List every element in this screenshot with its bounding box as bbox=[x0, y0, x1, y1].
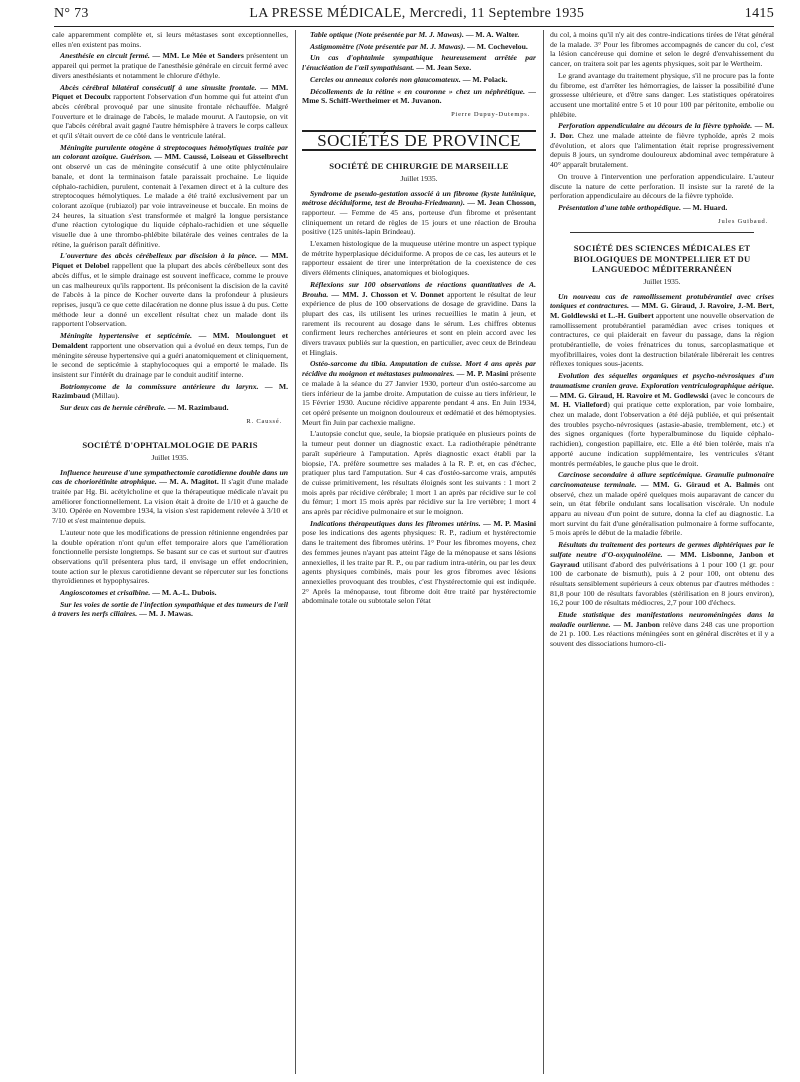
article-text: relève dans 248 cas une proportion de 21 p. 100. Les réactions méningées sont en général discrètes et il y a souvent des dissociations humoro-cli- bbox=[550, 619, 774, 649]
article-title: Présentation d'une table orthopédique. bbox=[558, 202, 682, 212]
article-title: Syndrome de pseudo-gestation associé à un fibrome (kyste lutéinique, métrose déciduiforme, test de Brouha-Friedmann). bbox=[302, 188, 536, 208]
authors: — MM. G. Giraud, H. Ravoire et M. Godlewski bbox=[550, 390, 709, 400]
article-title: Méningite purulente otogène à streptocoques hémolytiques traitée par un colorant azoïque. Guérison. bbox=[52, 142, 288, 162]
article-title: L'ouverture des abcès cérébelleux par discision à la pince. bbox=[60, 251, 257, 261]
article-text: apportent une nouvelle observation de ramollissement protubérantiel paramédian avec crises toniques et contractures, ce qui plaiderait en faveur du passage, dans la région protubérantielle, de voies frénatrices du tonus, sarcoplasmatique et myofibrillaires, voies dont la destruction bilatérale libérerait les centres réflexes toniques sous-jacents. bbox=[550, 310, 774, 369]
authors: — MM. Moulonguet et Demaldent bbox=[52, 331, 288, 350]
article-text: utilisant d'abord des pulvérisations à 1 pour 100 (1 gr. pour 100 de carbonate de bismuth), puis à 2 pour 100, ont obtenu des résultats sensiblement supérieurs à ceux obtenus par d'autres méthodes : 81,8 pour 100 de résultats favorables (stérilisation en 8 jours environ), 16,2 pour 100 de résultats médiocres, 2,7 pour 100 d'échecs. bbox=[550, 559, 774, 608]
authors: — M. Huard. bbox=[682, 202, 728, 212]
paragraph bbox=[52, 251, 288, 329]
paragraph: Le grand avantage du traitement physique, s'il ne procure pas la fonte du fibrome, est d'arrêter les hémorragies, de laisser la possibilité d'une grossesse ultérieure, et d'être sans danger. Les statistiques opératoires accusent une mortalité entre 5 et 10 pour 100 par péritonite, embolie ou phlébite. bbox=[550, 70, 774, 119]
article-text: rappellent que la plupart des abcès cérébelleux sont des abcès diffus, et le simple drainage est souvent inefficace, comme le prouve un cas malheureux qu'ils rapportent. Ils préconisent la discision de la cavité de l'abcès à la pince de Kocher ouverte dans la profondeur à plusieurs reprises, jusqu'à ce que cette dilacération ne donne plus issue à du pus. Cette méthode leur a donné un excellent résultat chez un malade dont ils rapportent l'observation. bbox=[52, 261, 288, 329]
authors: — M. Janbon bbox=[613, 619, 660, 629]
paragraph bbox=[550, 203, 774, 213]
paragraph bbox=[302, 519, 536, 606]
journal-title: LA PRESSE MÉDICALE, Mercredi, 11 Septembre 1935 bbox=[249, 6, 585, 21]
article-title: Sur les voies de sortie de l'infection sympathique et des tumeurs de l'œil à travers les nerfs ciliaires. bbox=[52, 599, 288, 619]
paragraph bbox=[302, 53, 536, 72]
article-text: Chez une malade atteinte de fièvre typhoïde, après 2 mois d'évolution, et alors que l'alimentation était reprise progressivement depuis 8 jours, un syndrome douloureux abdominal avec température à 40° apparaît brutalement. bbox=[550, 131, 774, 170]
authors: — M. Razimbaud. bbox=[167, 403, 229, 413]
authors: — MM. Piquet et Decoulx bbox=[52, 82, 288, 102]
article-text: (Millau). bbox=[91, 391, 120, 401]
article-text: rapporteur. — Femme de 45 ans, porteuse d'un fibrome et présentant cliniquement un retard de règles de 15 jours et une réaction de Brouha positive (125 unités-lapin Brindeau). bbox=[302, 207, 536, 237]
article-title: Sur deux cas de hernie cérébrale. bbox=[60, 403, 166, 413]
paragraph: L'auteur note que les modifications de pression rétinienne engendrées par la double opération n'ont qu'un effet temporaire alors que l'amélioration fonctionnelle persiste longtemps. Se basant sur ce cas et surtout sur d'autres observations qu'il présentera plus tard, il envisage un effet endocrinien, toute action sur le plexus carotidienne devant se répercuter sur les fonctions thyroïdiennes et hypophysaires. bbox=[52, 527, 288, 586]
authors: — M. A. Walter. bbox=[465, 30, 520, 39]
section-date: Juillet 1935. bbox=[643, 276, 681, 286]
column-rule bbox=[543, 30, 544, 1074]
paragraph bbox=[302, 30, 536, 40]
paragraph bbox=[52, 468, 288, 526]
paragraph: On trouve à l'intervention une perforation appendiculaire. L'auteur discute la nature de cette perforation. Il insiste sur la rareté de la perforation appendiculaire au décours de la fièvre typhoïde. bbox=[550, 171, 774, 201]
authors: — MM. G. Giraud, J. Ravoire, J.-M. Bert, M. Goldlewski et L.-H. Guibert bbox=[550, 301, 774, 320]
article-title: Botriomycome de la commissure antérieure du larynx. bbox=[60, 381, 259, 391]
article-title: Astigmomètre (Note présentée par M. J. Mawas). bbox=[310, 41, 466, 51]
article-text: ) qui pratique cette exploration, par voie lombaire, chez un malade, dont l'observation a été déjà publiée, et qui présentait des troubles psycho-névrosiques (astasie-abasie, tremblement, etc.) et des signes organiques (forte hyperalbuminose du liquide céphalo-rachidien), congestion papillaire, etc. Elle a été bien tolérée, mais n'a apporté aucune indication supplémentaire, les ventricules s'étant montrés perméables, le gauche plus que le droit. bbox=[550, 400, 774, 468]
authors: — M. Polack. bbox=[462, 74, 508, 84]
article-title: Méningite hypertensive et septicémie. bbox=[60, 331, 193, 341]
authors: M. H. Vialleford bbox=[550, 400, 608, 410]
article-title: Résultats du traitement des porteurs de germes diphtériques par le sulfate neutre d'O-oxyquinoléine. bbox=[550, 540, 774, 559]
article-text: rapportent une observation qui a évolué en deux temps, l'un de méningite séreuse hypertensive qui a guéri anatomiquement et cliniquement, le second de septicémie à staphylocoques qui a emporté le malade. Ils insistent sur l'intérêt du drainage par le conduit auditif interne. bbox=[52, 340, 288, 379]
signature: Pierre Dupuy-Dutemps. bbox=[451, 110, 530, 118]
authors: — MM. Caussé, Loiseau et Gisselbrecht bbox=[154, 152, 288, 162]
authors: — MM. G. Giraud et A. Balmès bbox=[640, 479, 760, 489]
paragraph bbox=[52, 83, 288, 141]
paragraph bbox=[302, 87, 536, 106]
authors: — M. Cochevelou. bbox=[467, 41, 528, 51]
paragraph bbox=[302, 75, 536, 85]
authors: — MM. J. Chosson et V. Donnet bbox=[331, 289, 444, 299]
section-heading: SOCIÉTÉ DE CHIRURGIE DE MARSEILLE bbox=[329, 161, 509, 172]
paragraph bbox=[302, 280, 536, 358]
authors: — M. A.-L. Dubois. bbox=[152, 588, 217, 598]
article-title: Angioscotomes et crisalbine. bbox=[60, 588, 151, 598]
paragraph bbox=[52, 51, 288, 80]
authors: — MM. Piquet et Delobel bbox=[52, 251, 288, 271]
column-3 bbox=[550, 30, 774, 1074]
authors: — M. J. Dor. bbox=[550, 121, 774, 141]
article-title: Un nouveau cas de ramollissement protubérantiel avec crises toniques et contractures. bbox=[550, 291, 774, 311]
section-banner: SOCIÉTÉS DE PROVINCE bbox=[302, 130, 536, 152]
article-text: ont observé un cas de méningite consécutif à une otite phlycténulaire banale, et dont la terminaison fatale paraissait prochaine. Le liquide céphalo-rachidien, purulent, contenait à l'examen direct et à la culture des streptocoques hémolytiques. Le malade a été traité exclusivement par un colorant azoïque (rubiazol) par voie intraveineuse et buccale. En moins de 24 heures, la situation s'est transformée et malgré la longue persistance d'une réaction cytologique du liquide céphalo-rachidien et une séquelle visuelle due à une thrombo-phlébite bilatérale des veines centrales de la rétine, la guérison paraît définitive. bbox=[52, 162, 288, 249]
authors: — M. P. Masini bbox=[456, 369, 509, 379]
divider bbox=[570, 232, 754, 233]
article-text: (avec le concours de bbox=[710, 390, 774, 400]
section-date: Juillet 1935. bbox=[400, 173, 438, 183]
column-2 bbox=[302, 30, 536, 1074]
article-title: Table optique (Note présentée par M. J. Mawas). bbox=[310, 30, 464, 39]
article-text: Il s'agit d'une malade traitée par Hg. Bi. acétylcholine et que la thérapeutique médicale n'avait pu améliorer fonctionnellement. La vision était à droite de 1/10 et à gauche de 3/10. Opérée en Novembre 1934, la vision s'est rapidement relevée à 3/10 et 7/10 et s'est maintenue depuis. bbox=[52, 477, 288, 526]
authors: — Mme S. Schiff-Wertheimer et M. Juvanon. bbox=[302, 86, 536, 106]
authors: — M. A. Magitot. bbox=[159, 477, 219, 487]
article-text: ont observé, chez un malade opéré quelques mois auparavant de cancer du sein, un état fébrile ondulant sans localisation viscérale. Un nodule apparu au niveau d'un point de suture, donna la clef au diagnostic. La mort survint du fait d'une généralisation pulmonaire à forme suffocante, 5 mois après le début de la maladie fébrile. bbox=[550, 479, 774, 538]
issue-number: N° 73 bbox=[54, 6, 89, 21]
authors: — MM. Lisbonne, Janbon et Gayraud bbox=[550, 549, 774, 569]
section-heading: SOCIÉTÉ D'OPHTALMOLOGIE DE PARIS bbox=[82, 440, 258, 451]
paragraph bbox=[550, 540, 774, 608]
paragraph: L'autopsie conclut que, seule, la biopsie pratiquée en plusieurs points de la tumeur peut donner un diagnostic exact. La radiothérapie pénétrante paraît supérieure à l'amputation. Après diagnostic exact établi par la biopsie, l'A. préfère soumettre ses malades à la R. P. et, en cas d'échec, pratiquer plus tard l'amputation. Sur 4 cas d'ostéo-sarcome vrais, amputés de cuisse primitivement, les résultats éloignés sont les suivants : 1 mort 2 mois après par récidive cérébrale; 1 mort 1 an après par récidive sur le col du fémur; 1 mort 15 mois après par récidive sur la 1re vertèbre; 1 mort 4 ans après par récidive pulmonaire et sur le moignon. bbox=[302, 429, 536, 517]
paragraph bbox=[52, 403, 288, 413]
page-header bbox=[54, 6, 774, 27]
article-title: Indications thérapeutiques dans les fibromes utérins. bbox=[310, 518, 481, 528]
article-title: Un cas d'ophtalmie sympathique heureusement arrêtée par l'énucléation de l'œil sympathisant. bbox=[302, 53, 536, 73]
column-rule bbox=[295, 30, 296, 1074]
article-text: rapportent l'observation d'un homme qui fut atteint d'un abcès cérébral provoqué par une sinusite frontale réchauffée. Malgré l'ouverture et le drainage de l'abcès, le malade mourut. A l'autopsie, on vit que l'abcès cérébral avait gagné l'autre hémisphère à travers le corps calleux et qu'il s'était ouvert de ce côté dans le ventricule latéral. bbox=[52, 92, 288, 141]
paragraph bbox=[302, 359, 536, 427]
paragraph bbox=[52, 143, 288, 250]
signature: R. Caussé. bbox=[246, 417, 282, 425]
paragraph bbox=[52, 331, 288, 380]
article-title: Ostéo-sarcome du tibia. Amputation de cuisse. Mort 4 ans après par récidive du moignon et métastases pulmonaires. bbox=[302, 359, 536, 379]
authors: — M. Jean Chosson, bbox=[467, 198, 536, 208]
section-date: Juillet 1935. bbox=[151, 452, 189, 462]
signature: Jules Guibaud. bbox=[718, 217, 768, 225]
paragraph bbox=[550, 292, 774, 370]
authors: — M. J. Mawas. bbox=[139, 609, 193, 619]
authors: — M. Jean Sexe. bbox=[416, 63, 472, 73]
article-title: Réflexions sur 100 observations de réactions quantitatives de A. Brouha. bbox=[302, 279, 536, 299]
authors: — M. Razimbaud bbox=[52, 381, 288, 401]
paragraph bbox=[52, 588, 288, 598]
article-text: présente ce malade à la séance du 27 Janvier 1930, porteur d'un ostéo-sarcome au tiers inférieur de la jambe droite. Amputation de cuisse au tiers inférieur, le 15 Février 1930. Aucune récidive apparente pendant 4 ans. En Juin 1934, cet opéré présente un moignon douloureux et œdématié et des hémoptysies. Meurt fin Juin par cachexie maligne. bbox=[302, 369, 536, 427]
paragraph bbox=[302, 189, 536, 238]
paragraph: du col, à moins qu'il n'y ait des contre-indications tirées de l'état général de la malade. 3° Pour les fibromes accompagnés de cancer du col, c'est la lésion cancéreuse qui domine et selon le degré d'envahissement du cancer, on traitera soit par les agents physiques, soit par le Wertheim. bbox=[550, 30, 774, 69]
article-title: Décollements de la rétine « en couronne » chez un néphrétique. bbox=[310, 86, 526, 96]
paragraph bbox=[550, 470, 774, 538]
article-title: Evolution des séquelles organiques et psycho-névrosiques d'un traumatisme cranien grave. Exploration ventriculographique aérique. bbox=[550, 371, 774, 390]
article-title: Anesthésie en circuit fermé. bbox=[60, 51, 150, 61]
paragraph bbox=[550, 610, 774, 649]
paragraph bbox=[550, 371, 774, 468]
paragraph bbox=[52, 600, 288, 619]
article-text: pose les indications des agents physiques: R. P., radium et hystérectomie dans le traitement des fibromes utérins. 1° Pour les fibromes moyens, chez des femmes jeunes n'ayant pas atteint l'âge de la ménopause et sans lésions annexielles, il les traite par R. P., ou par radium intra-utérin, ou par les deux agents physiques combinés, mais pour les gros fibromes avec lésions annexielles provoquant des troubles, c'est l'hystérectomie qui est indiquée. 2° Après la ménopause, tout fibrome doit être traité par hystérectomie abdominale totale ou subtotale selon l'état bbox=[302, 528, 536, 606]
article-title: Influence heureuse d'une sympathectomie carotidienne double dans un cas de choriorétinite atrophique. bbox=[52, 467, 288, 487]
article-title: Etude statistique des manifestations neuroméningées dans la maladie ourlienne. bbox=[550, 610, 774, 629]
page-number: 1415 bbox=[744, 6, 774, 21]
article-title: Carcinose secondaire à allure septicémique. Granulie pulmonaire carcinomateuse terminale. bbox=[550, 470, 774, 489]
column-1 bbox=[52, 30, 288, 1074]
article-text: apportent le résultat de leur expérience de plus de 100 observations de dosage de gravidine. Dans la plupart des cas, ils utilisent les urines recueillies le matin à jeun, et rarement ils recourent au dosage dans le sérum. Les chiffres obtenus confirment leurs recherches antérieures et sont en plein accord avec les divers travaux publiés sur la question, en particulier, avec ceux de Brindeau et Hinglais. bbox=[302, 289, 536, 357]
paragraph bbox=[52, 382, 288, 401]
section-heading: SOCIÉTÉ DES SCIENCES MÉDICALES ET BIOLOGIQUES DE MONTPELLIER ET DU LANGUEDOC MÉDITERRANÉEN bbox=[573, 243, 751, 275]
article-title: Perforation appendiculaire au décours de la fièvre typhoïde. bbox=[558, 121, 753, 131]
authors: — M. P. Masini bbox=[483, 518, 536, 528]
article-text: présentent un appareil qui permet la pratique de l'anesthésie générale en circuit fermé avec divers anesthésiants et notamment le chlorure d'éthyle. bbox=[52, 51, 288, 80]
paragraph bbox=[550, 121, 774, 170]
paragraph: cale apparemment complète et, si leurs métastases sont exceptionnelles, elles n'en existent pas moins. bbox=[52, 30, 288, 49]
paragraph bbox=[302, 42, 536, 52]
paragraph: L'examen histologique de la muqueuse utérine montre un aspect typique de métrite hyperplasique déciduiforme. A propos de ce cas, les auteurs et le rapporteur essaient de tirer une interprétation de la coexistence de ces divers éléments cliniques, anatomiques et biologiques. bbox=[302, 239, 536, 278]
authors: — MM. Le Mée et Sanders bbox=[152, 51, 244, 61]
article-title: Cercles ou anneaux colorés non glaucomateux. bbox=[310, 74, 461, 84]
article-title: Abcès cérébral bilatéral consécutif à une sinusite frontale. bbox=[60, 82, 257, 92]
